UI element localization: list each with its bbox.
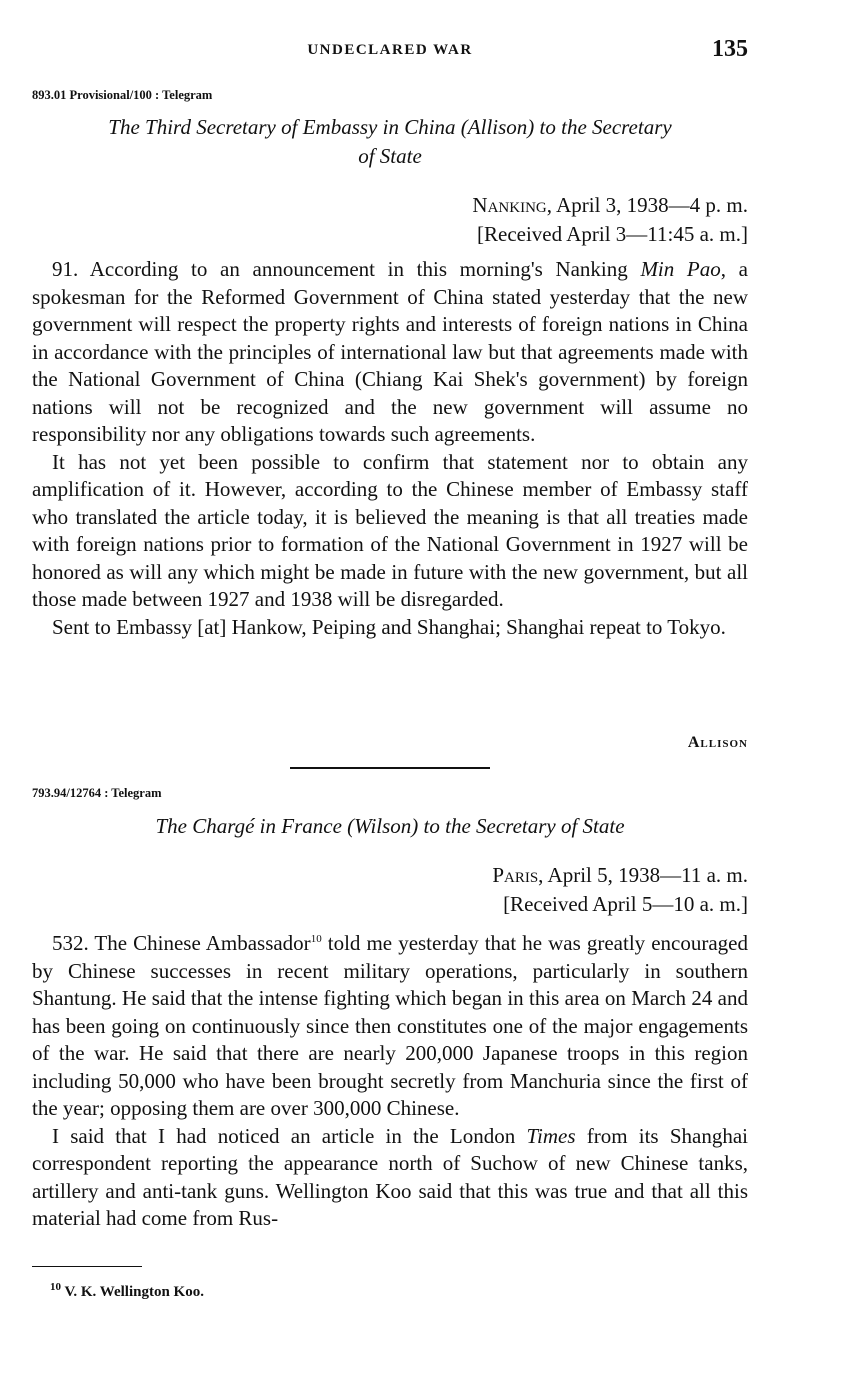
doc-title-1 bbox=[32, 113, 748, 171]
file-id-2: 793.94/12764 : Telegram bbox=[32, 786, 162, 800]
dateline-1 bbox=[472, 191, 748, 249]
doc1-para3: Sent to Embassy [at] Hankow, Peiping and Shanghai; Shanghai repeat to Tokyo. bbox=[52, 614, 726, 639]
footnote-ref: 10 bbox=[310, 933, 322, 945]
doc-title-1-line2: of State bbox=[358, 144, 422, 168]
doc1-body bbox=[32, 256, 748, 641]
dateline-date-2: April 5, 1938—11 a. m. bbox=[547, 863, 748, 887]
page-number: 135 bbox=[712, 36, 748, 62]
received-1: [Received April 3—11:45 a. m.] bbox=[477, 222, 748, 246]
dateline-place-2: Paris, bbox=[492, 863, 544, 887]
doc1-para2: It has not yet been possible to confirm that statement nor to obtain any amplification of it. However, according to the Chinese member of Embassy staff who translated the article today, it is believed the meaning is that all treaties made with foreign nations prior to formation of the National Government in 1927 will be honored as will any which might be made in future with the new government, but all those made between 1927 and 1938 will be disregarded. bbox=[32, 449, 748, 611]
doc2-para2: I said that I had noticed an article in the London Times from its Shanghai correspondent reporting the appearance north of Suchow of new Chinese tanks, artillery and anti-tank guns. Wellington Koo said that this was true and that all this material had come from Rus- bbox=[32, 1123, 748, 1230]
signature-allison: Allison bbox=[687, 734, 748, 751]
section-divider bbox=[290, 767, 490, 769]
running-head bbox=[32, 38, 748, 68]
doc-title-1-line1: The Third Secretary of Embassy in China (Allison) to the Secretary bbox=[108, 115, 672, 139]
received-2: [Received April 5—10 a. m.] bbox=[503, 892, 748, 916]
doc-title-2: The Chargé in France (Wilson) to the Secretary of State bbox=[155, 814, 625, 838]
dateline-place-1: Nanking, bbox=[472, 193, 552, 217]
dateline-date-1: April 3, 1938—4 p. m. bbox=[556, 193, 748, 217]
doc2-para1: 532. The Chinese Ambassador$^{10}$ told me yesterday that he was greatly encouraged by Chinese successes in recent military operations, particularly in southern Shantung. He said that the intense fighting which began in this area on March 24 and has been going on continuously since then constitutes one of the major engagements of the war. He said that there are nearly 200,000 Japanese troops in this region including 50,000 who have been brought secretly from Manchuria since the first of the year; opposing them are over 300,000 Chinese. bbox=[32, 931, 749, 1120]
doc2-body bbox=[32, 926, 748, 1233]
footnote bbox=[50, 1281, 204, 1301]
dateline-2 bbox=[492, 861, 748, 919]
doc1-para1: 91. According to an announcement in this morning's Nanking Min Pao, a spokesman for the Reformed Government of China stated yesterday that the new government will respect the property rights and interests of foreign nations in China in accordance with the principles of international law but that agreements made with the National Government of China (Chiang Kai Shek's government) by foreign nations will not be recognized and the new government will assume no responsibility nor any obligations towards such agreements. bbox=[32, 257, 749, 446]
footnote-text: V. K. Wellington Koo. bbox=[64, 1284, 204, 1300]
footnote-marker: 10 bbox=[50, 1281, 61, 1293]
file-id-1: 893.01 Provisional/100 : Telegram bbox=[32, 88, 213, 102]
footnote-rule bbox=[32, 1266, 142, 1267]
running-title: UNDECLARED WAR bbox=[307, 42, 473, 58]
